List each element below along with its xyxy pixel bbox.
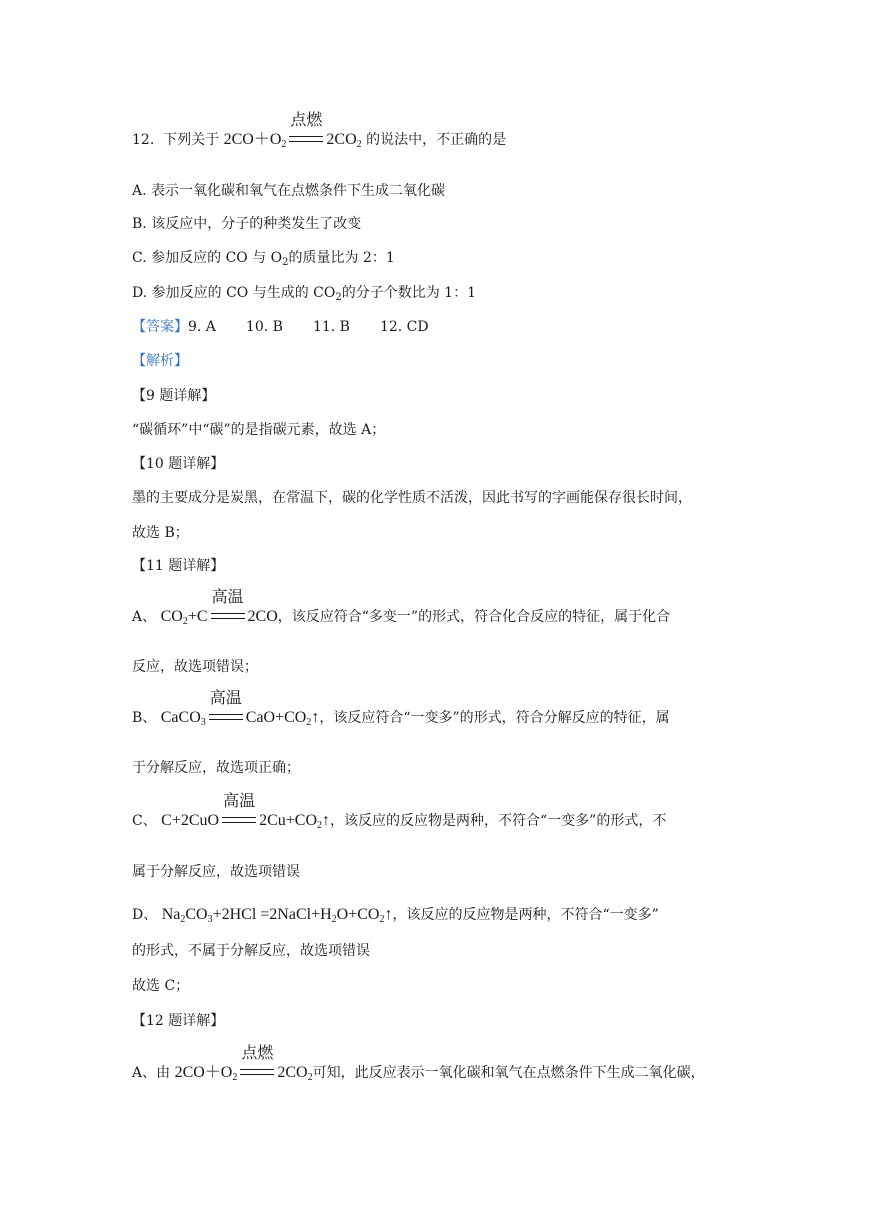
answer-item: 10. B — [245, 319, 283, 335]
reaction-condition: 点燃 — [286, 129, 326, 151]
section-10-title: 【10 题详解】 — [132, 456, 225, 472]
section-11-title: 【11 题详解】 — [132, 558, 225, 574]
section-9-title: 【9 题详解】 — [132, 388, 216, 404]
section-11-a: A、 $CO_2+C$ 高温 2CO，该反应符合“多变一”的形式，符合化合反应的特征，属于化合 — [132, 587, 671, 627]
equation-na2co3: $Na_2CO_3+2HCl$ $=2NaCl+H_2O+CO_2↑$ — [161, 906, 393, 925]
section-11-d-cont: 的形式，不属于分解反应，故选项错误 — [132, 943, 370, 959]
option-a: A. 表示一氧化碳和氧气在点燃条件下生成二氧化碳 — [132, 183, 446, 199]
section-11-c-cont: 属于分解反应，故选项错误 — [132, 864, 300, 880]
section-11-conclusion: 故选 C； — [132, 978, 190, 994]
answer-item: 11. B — [312, 319, 350, 335]
equation-caco3: CaCO$_3$ 高温 $CaO+CO_2↑$ — [160, 688, 320, 728]
equation-2co-o2-repeat: $2CO+O_2$ 点燃 $2CO_2$ — [174, 1043, 313, 1083]
question-prefix: 下列关于 — [163, 132, 220, 148]
answer-item: 9. A — [188, 319, 216, 335]
section-12-title: 【12 题详解】 — [132, 1013, 225, 1029]
answer-item: 12. CD — [379, 319, 429, 335]
section-10-line2: 故选 B； — [132, 525, 189, 541]
section-11-b-cont: 于分解反应，故选项正确； — [132, 760, 300, 776]
question-suffix: 的说法中，不正确的是 — [366, 132, 507, 148]
option-d: D. 参加反应的 CO 与生成的 $CO_2$的分子个数比为 1：1 — [132, 285, 476, 303]
section-12-a: A、由 $2CO+O_2$ 点燃 $2CO_2$可知，此反应表示一氧化碳和氧气在点燃条件下生成二氧化碳， — [132, 1043, 705, 1083]
section-11-b: B、 CaCO$_3$ 高温 $CaO+CO_2↑$，该反应符合“一变多”的形式，符合分解反应的特征，属 — [132, 688, 670, 728]
section-11-a-cont: 反应，故选项错误； — [132, 659, 258, 675]
option-b: B. 该反应中，分子的种类发生了改变 — [132, 216, 362, 232]
equation-c-cuo: C+2CuO 高温 $2Cu+CO_2↑$ — [161, 791, 331, 831]
analysis-label: 【解析】 — [132, 353, 188, 369]
section-9-text: “碳循环”中“碳”的是指碳元素，故选 A； — [132, 422, 386, 438]
question-12-stem — [132, 110, 737, 151]
equation-co2-c: $CO_2+C$ 高温 2CO — [160, 587, 278, 627]
section-10-line1: 墨的主要成分是炭黑，在常温下，碳的化学性质不活泼，因此书写的字画能保存很长时间， — [132, 490, 692, 506]
answer-label: 【答案】 — [132, 319, 188, 335]
option-c: C. 参加反应的 CO 与 $O_2$的质量比为 2：1 — [132, 250, 395, 268]
question-number: 12. — [132, 132, 155, 148]
section-11-c: C、 C+2CuO 高温 $2Cu+CO_2↑$，该反应的反应物是两种，不符合“一变多”的形式，不 — [132, 791, 667, 831]
section-11-d: D、 $Na_2CO_3+2HCl$ $=2NaCl+H_2O+CO_2↑$，该反应的反应物是两种，不符合“一变多” — [132, 906, 659, 925]
answer-line — [132, 316, 737, 338]
equation-2co-o2: $2CO+O_2$ 点燃 $2CO_2$ — [223, 110, 362, 150]
